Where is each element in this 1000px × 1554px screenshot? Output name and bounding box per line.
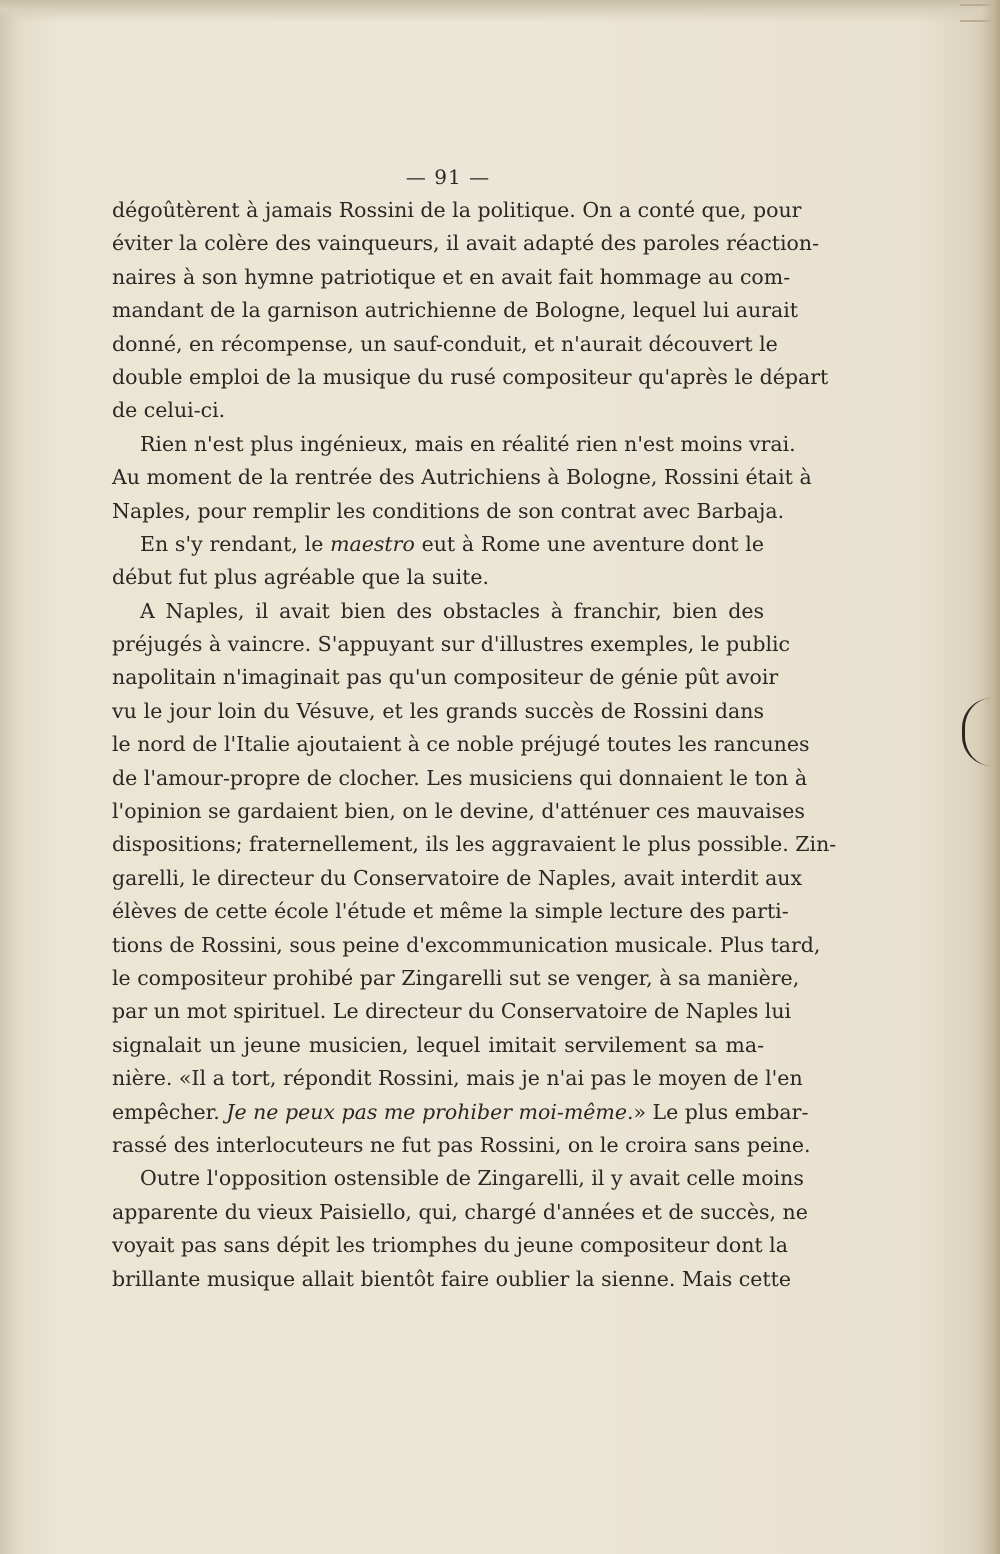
text-line: Outre l'opposition ostensible de Zingarelli, il y avait celle moins [140,1166,804,1191]
text-block [112,160,837,1296]
text-line: Naples, pour remplir les conditions de son contrat avec Barbaja. [112,498,785,523]
text-line: napolitain n'imaginait pas qu'un compositeur de génie pût avoir [112,665,779,690]
text-line: le compositeur prohibé par Zingarelli sut se venger, à sa manière, [112,965,800,990]
text-line: brillante musique allait bientôt faire oublier la sienne. Mais cette [112,1266,791,1291]
text-line: A Naples, il avait bien des obstacles à franchir, bien des [140,598,764,623]
text-line: le nord de l'Italie ajoutaient à ce noble préjugé toutes les rancunes [112,732,810,757]
text-line: rassé des interlocuteurs ne fut pas Rossini, on le croira sans peine. [112,1132,811,1157]
text-line: vu le jour loin du Vésuve, et les grands succès de Rossini dans [112,698,764,723]
text-segment: En s'y rendant, le [140,531,331,556]
text-segment: empêcher. [112,1099,227,1124]
text-line: donné, en récompense, un sauf-conduit, et n'aurait découvert le [112,331,778,356]
paragraph-2 [112,428,812,528]
text-line: apparente du vieux Paisiello, qui, chargé d'années et de succès, ne [112,1199,808,1224]
text-line: nière. «Il a tort, répondit Rossini, mais je n'ai pas le moyen de l'en [112,1066,803,1091]
paragraph-4 [112,595,837,1163]
text-line: naires à son hymne patriotique et en avait fait hommage au com- [112,264,791,289]
italic-quote: Je ne peux pas me prohiber moi-même. [226,1099,634,1124]
page-top-edge [0,0,1000,22]
text-line: double emploi de la musique du rusé compositeur qu'après le départ [112,364,829,389]
text-line: dispositions; fraternellement, ils les aggravaient le plus possible. Zin- [112,832,837,857]
text-segment: eut à Rome une aventure dont le [414,531,764,556]
text-line: par un mot spirituel. Le directeur du Conservatoire de Naples lui [112,999,792,1024]
text-line: élèves de cette école l'étude et même la simple lecture des parti- [112,899,789,924]
text-line: signalait un jeune musicien, lequel imitait servilement sa ma- [112,1032,764,1057]
text-line: mandant de la garnison autrichienne de Bologne, lequel lui aurait [112,298,799,323]
text-line: dégoûtèrent à jamais Rossini de la politique. On a conté que, pour [112,198,802,222]
text-line [112,1096,809,1129]
text-line: voyait pas sans dépit les triomphes du jeune compositeur dont la [112,1233,788,1258]
paragraph-1 [112,194,829,428]
text-line: Rien n'est plus ingénieux, mais en réalité rien n'est moins vrai. [140,431,796,456]
text-line: début fut plus agréable que la suite. [112,565,490,590]
text-line: Au moment de la rentrée des Autrichiens à Bologne, Rossini était à [112,465,812,490]
text-line: préjugés à vaincre. S'appuyant sur d'illustres exemples, le public [112,632,791,657]
text-line [112,528,764,561]
text-line: de l'amour-propre de clocher. Les musiciens qui donnaient le ton à [112,765,808,790]
paragraph-3 [112,528,764,595]
text-line: garelli, le directeur du Conservatoire de Naples, avait interdit aux [112,865,803,890]
text-segment: » Le plus embar- [633,1099,809,1124]
italic-word: maestro [330,531,415,556]
fore-edge-notch [962,698,995,766]
text-line: de celui-ci. [112,398,226,423]
paragraph-5 [112,1162,808,1296]
text-line: éviter la colère des vainqueurs, il avait adapté des paroles réaction- [112,231,820,256]
page-number: — 91 — [405,165,491,189]
text-line: l'opinion se gardaient bien, on le devine, d'atténuer ces mauvaises [112,799,805,824]
text-line: tions de Rossini, sous peine d'excommunication musicale. Plus tard, [112,932,821,957]
page-right-edge [982,0,1000,1554]
